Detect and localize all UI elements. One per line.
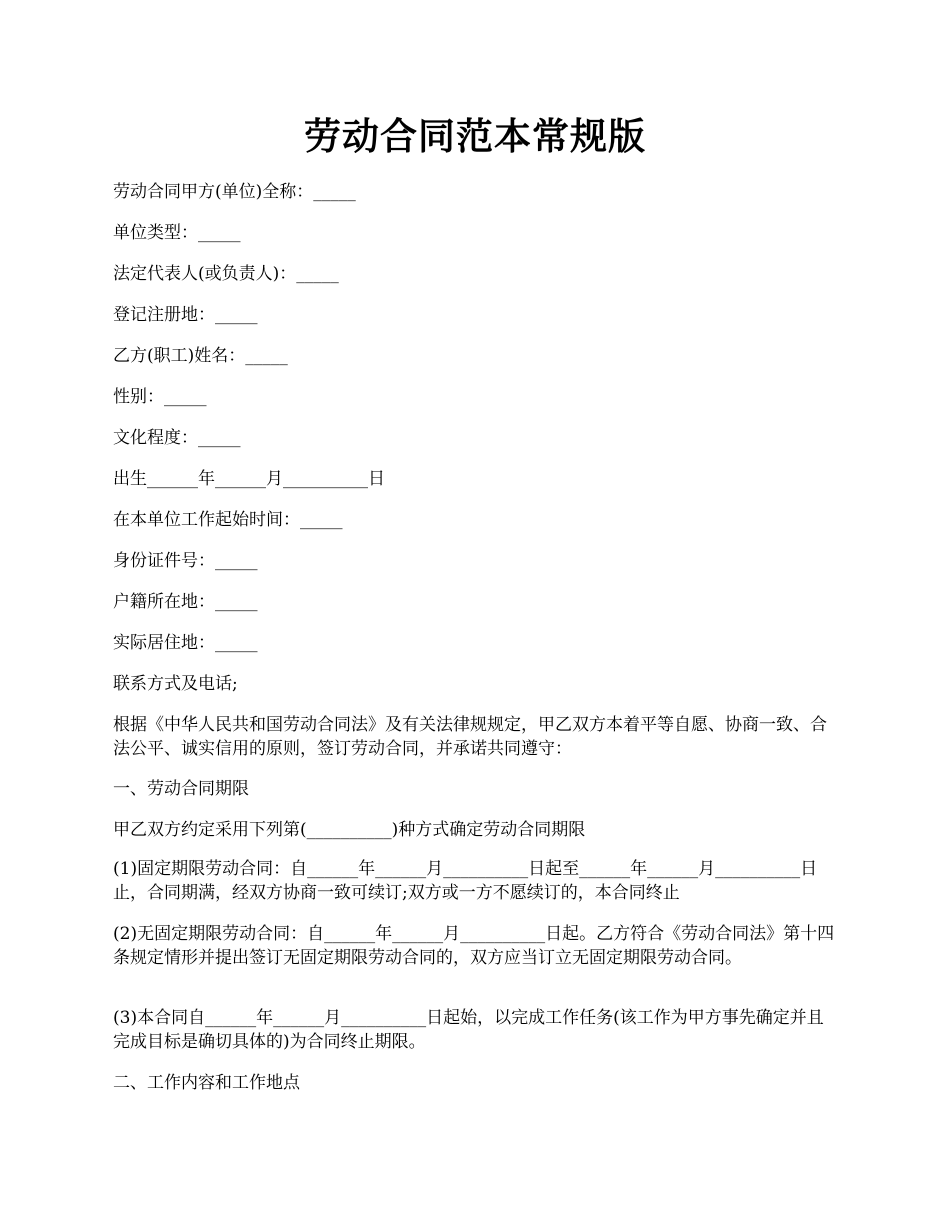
- field-employer-name: 劳动合同甲方(单位)全称：_____: [113, 182, 356, 202]
- field-gender: 性别：_____: [113, 387, 207, 407]
- option-fixed-term: (1)固定期限劳动合同：自______年______月__________日起至______年______月__________日止，合同期满，经双方协商一致可续订;双方或一方不愿续订的，本合同终止: [113, 859, 818, 903]
- field-legal-representative: 法定代表人(或负责人)：_____: [113, 264, 339, 284]
- field-residence: 实际居住地：_____: [113, 633, 258, 653]
- intro-paragraph: 根据《中华人民共和国劳动合同法》及有关法律规规定，甲乙双方本着平等自愿、协商一致、合法公平、诚实信用的原则，签订劳动合同，并承诺共同遵守：: [113, 715, 827, 759]
- option-open-ended: (2)无固定期限劳动合同：自______年______月__________日起。乙方符合《劳动合同法》第十四条规定情形并提出签订无固定期限劳动合同的，双方应当订立无固定期限劳动合同。: [113, 924, 835, 968]
- section-1-lead: 甲乙双方约定采用下列第(__________)种方式确定劳动合同期限: [113, 820, 586, 840]
- field-education: 文化程度：_____: [113, 428, 241, 448]
- document-title: 劳动合同范本常规版: [304, 114, 646, 158]
- field-household-registration: 户籍所在地：_____: [113, 592, 258, 612]
- section-1-heading: 一、劳动合同期限: [113, 779, 249, 799]
- option-task-based: (3)本合同自______年______月__________日起始，以完成工作任务(该工作为甲方事先确定并且完成目标是确切具体的)为合同终止期限。: [113, 1008, 824, 1052]
- section-2-heading: 二、工作内容和工作地点: [113, 1073, 300, 1093]
- field-birth-date: 出生______年______月__________日: [113, 469, 385, 489]
- field-contact: 联系方式及电话;: [113, 674, 238, 694]
- field-registration-place: 登记注册地：_____: [113, 305, 258, 325]
- field-id-number: 身份证件号：_____: [113, 551, 258, 571]
- field-unit-type: 单位类型：_____: [113, 223, 241, 243]
- field-start-date: 在本单位工作起始时间：_____: [113, 510, 343, 530]
- field-employee-name: 乙方(职工)姓名：_____: [113, 346, 288, 366]
